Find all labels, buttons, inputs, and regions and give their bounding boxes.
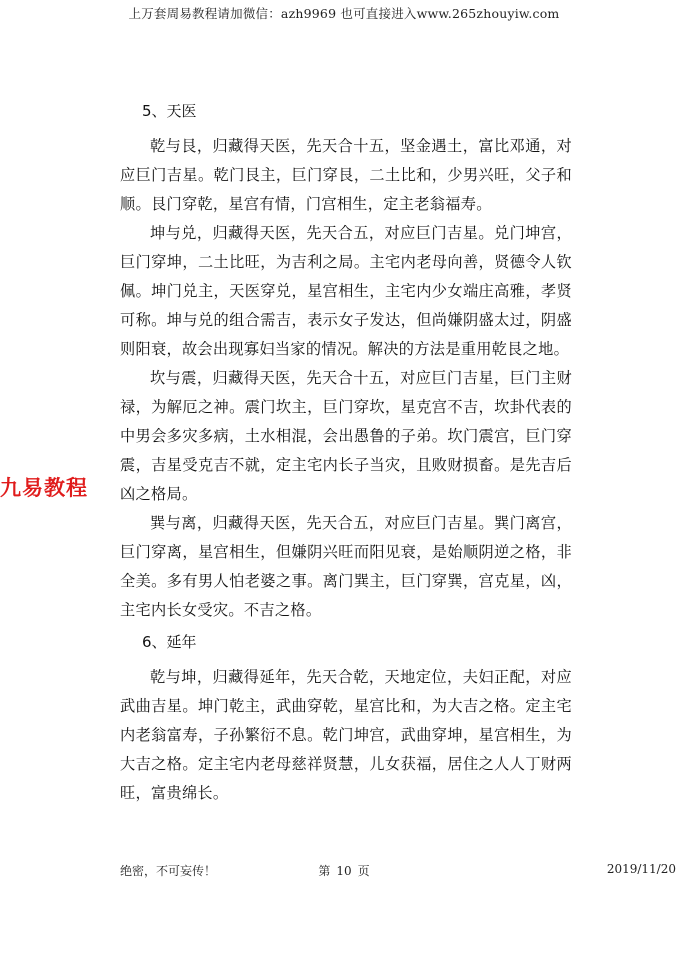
section-heading-yannian: 6、延年 xyxy=(142,633,197,651)
paragraph-kun-dui: 坤与兑，归藏得天医，先天合五，对应巨门吉星。兑门坤宫，巨门穿坤，二土比旺，为吉利之局。主宅内老母向善，贤德令人钦佩。坤门兑主，天医穿兑，星宫相生，主宅内少女端庄高雅，孝贤可称。坤与兑的组合需吉，表示女子发达，但尚嫌阴盛太过，阴盛则阳衰，故会出现寡妇当家的情况。解决的方法是重用乾艮之地。 xyxy=(120,224,572,358)
page-header: 上万套周易教程请加微信：azh9969 也可直接进入www.265zhouyiw.com xyxy=(128,6,560,21)
page-number: 10 xyxy=(336,864,352,878)
page-suffix: 页 xyxy=(357,864,370,878)
footer-confidential-note: 绝密，不可妄传！ xyxy=(120,864,217,878)
section-heading-tianyi: 5、天医 xyxy=(142,102,197,120)
footer-date: 2019/11/20 xyxy=(606,862,676,876)
page-prefix: 第 xyxy=(318,864,331,878)
footer-page-number xyxy=(0,862,688,879)
paragraph-kan-zhen: 坎与震，归藏得天医，先天合十五，对应巨门吉星，巨门主财禄，为解厄之神。震门坎主，巨门穿坎，星克宫不吉，坎卦代表的中男会多灾多病，土水相混，会出愚鲁的子弟。坎门震宫，巨门穿震，吉星受克吉不就，定主宅内长子当灾，且败财损畜。是先吉后凶之格局。 xyxy=(120,369,572,503)
watermark-text: 九易教程 xyxy=(0,476,88,500)
page-footer xyxy=(0,862,688,882)
paragraph-qian-kun: 乾与坤，归藏得延年，先天合乾，天地定位，夫妇正配，对应武曲吉星。坤门乾主，武曲穿乾，星宫比和，为大吉之格。定主宅内老翁富寿，子孙繁衍不息。乾门坤宫，武曲穿坤，星宫相生，为大吉之格。定主宅内老母慈祥贤慧，儿女获福，居住之人人丁财两旺，富贵绵长。 xyxy=(120,668,572,802)
document-body xyxy=(120,100,572,808)
paragraph-qian-gen: 乾与艮，归藏得天医，先天合十五，坚金遇土，富比邓通，对应巨门吉星。乾门艮主，巨门穿艮，二土比和，少男兴旺，父子和顺。艮门穿乾，星宫有情，门宫相生，定主老翁福寿。 xyxy=(120,137,572,213)
paragraph-xun-li: 巽与离，归藏得天医，先天合五，对应巨门吉星。巽门离宫，巨门穿离，星宫相生，但嫌阴兴旺而阳见衰，是始顺阴逆之格，非全美。多有男人怕老婆之事。离门巽主，巨门穿巽，宫克星，凶，主宅内长女受灾。不吉之格。 xyxy=(120,514,572,619)
